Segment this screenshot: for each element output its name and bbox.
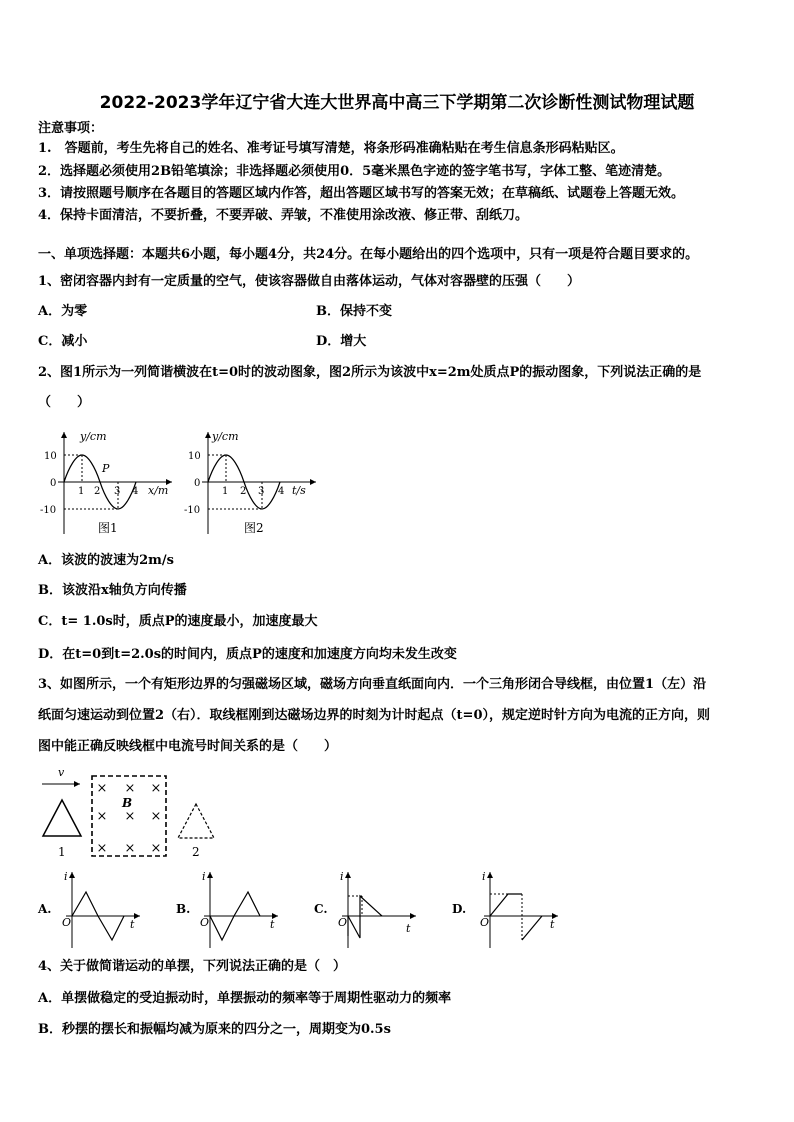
page-title: 2022-2023学年辽宁省大连大世界高中高三下学期第二次诊断性测试物理试题 — [99, 93, 695, 113]
svg-text:×: × — [96, 841, 108, 856]
notice-item-1: 1. 答题前，考生先将自己的姓名、准考证号填写清楚，将条形码准确粘贴在考生信息条形码粘贴区。 — [38, 141, 624, 156]
svg-text:O: O — [200, 916, 210, 929]
notice-item-4: 4．保持卡面清洁，不要折叠，不要弄破、弄皱，不准使用涂改液、修正带、刮纸刀。 — [38, 208, 529, 223]
triangle-position-2 — [178, 804, 214, 838]
q2-option-a: A．该波的波速为2m/s — [38, 553, 174, 568]
fig2-xlabel: t/s — [292, 484, 306, 497]
svg-text:i: i — [64, 870, 68, 883]
fig2-xtick-3: 3 — [258, 486, 265, 497]
svg-text:i: i — [202, 870, 206, 883]
velocity-label: v — [58, 766, 65, 779]
fig2-xtick-4: 4 — [278, 486, 285, 497]
q1-option-b: B．保持不变 — [316, 304, 392, 319]
fig1-ytick-neg10: -10 — [40, 505, 57, 516]
svg-text:t: t — [270, 918, 275, 931]
q1-option-c: C．减小 — [38, 334, 88, 349]
svg-text:O: O — [480, 916, 490, 929]
fig1-xtick-2: 2 — [94, 486, 101, 497]
q3-option-d — [450, 868, 610, 950]
position-1-label: 1 — [58, 845, 66, 859]
q2-figure-2-vibration-graph — [182, 424, 322, 540]
svg-text:i: i — [340, 870, 344, 883]
svg-text:O: O — [338, 916, 348, 929]
svg-text:×: × — [124, 809, 136, 824]
fig2-ytick-neg10: -10 — [184, 505, 201, 516]
svg-text:t: t — [130, 918, 135, 931]
current-curve — [490, 894, 522, 916]
q3-option-a — [36, 868, 196, 950]
q2-figure-1-wave-graph — [38, 424, 178, 540]
q2-stem-line1: 2、图1所示为一列简谐横波在t=0时的波动图象，图2所示为该波中x=2m处质点P的振动图象，下列说法正确的是 — [38, 365, 702, 380]
q3-stem-line2: 纸面匀速运动到位置2（右）．取线框刚到达磁场边界的时刻为计时起点（t=0），规定逆时针方向为电流的正方向，则 — [38, 708, 710, 723]
q3-stem-line1: 3、如图所示，一个有矩形边界的匀强磁场区域，磁场方向垂直纸面向内．一个三角形闭合导线框，由位置1（左）沿 — [38, 677, 707, 692]
svg-text:t: t — [550, 918, 555, 931]
fig1-ytick-10: 10 — [44, 451, 57, 462]
fig2-ylabel: y/cm — [212, 430, 239, 443]
position-2-label: 2 — [192, 845, 200, 859]
fig1-xtick-1: 1 — [78, 486, 85, 497]
q4-option-b: B．秒摆的摆长和振幅均减为原来的四分之一，周期变为0.5s — [38, 1022, 391, 1037]
option-a-label: A. — [38, 902, 52, 916]
fig1-point-label: P — [102, 462, 110, 475]
svg-text:×: × — [96, 809, 108, 824]
q4-stem: 4、关于做简谐运动的单摆，下列说法正确的是（ ） — [38, 959, 347, 974]
notice-heading: 注意事项： — [38, 121, 104, 136]
fig1-xlabel: x/m — [148, 484, 169, 497]
triangle-position-1 — [43, 800, 81, 836]
svg-text:×: × — [150, 781, 162, 796]
fig1-ytick-0: 0 — [50, 478, 57, 489]
q2-option-b: B．该波沿x轴负方向传播 — [38, 583, 187, 598]
fig1-xtick-3: 3 — [114, 486, 121, 497]
svg-text:×: × — [124, 781, 136, 796]
q2-stem-line2: （ ） — [38, 395, 91, 410]
fig2-xtick-1: 1 — [222, 486, 229, 497]
fig2-ytick-10: 10 — [188, 451, 201, 462]
svg-text:C.: C. — [314, 902, 328, 916]
q2-option-d: D．在t=0到t=2.0s的时间内，质点P的速度和加速度方向均未发生改变 — [38, 647, 457, 662]
svg-text:×: × — [96, 781, 108, 796]
q2-option-c: C．t= 1.0s时，质点P的速度最小，加速度最大 — [38, 614, 318, 629]
notice-item-2: 2．选择题必须使用2B铅笔填涂；非选择题必须使用0．5毫米黑色字迹的签字笔书写，字体工整、笔迹清楚。 — [38, 164, 671, 179]
q1-stem: 1、密闭容器内封有一定质量的空气，使该容器做自由落体运动，气体对容器壁的压强（ ） — [38, 274, 581, 289]
q1-option-d: D．增大 — [316, 334, 367, 349]
svg-text:×: × — [150, 809, 162, 824]
q4-option-a: A．单摆做稳定的受迫振动时，单摆振动的频率等于周期性驱动力的频率 — [38, 991, 452, 1006]
q3-option-b — [174, 868, 334, 950]
field-label: B — [122, 796, 133, 810]
svg-text:O: O — [62, 916, 72, 929]
current-curve — [348, 896, 382, 938]
fig1-ylabel: y/cm — [80, 430, 107, 443]
svg-text:D.: D. — [452, 902, 467, 916]
svg-text:t: t — [406, 922, 411, 935]
q1-option-a: A．为零 — [38, 304, 88, 319]
svg-text:i: i — [482, 870, 486, 883]
svg-text:B.: B. — [176, 902, 191, 916]
section-heading: 一、单项选择题：本题共6小题，每小题4分，共24分。在每小题给出的四个选项中，只有一项是符合题目要求的。 — [38, 247, 699, 262]
fig2-caption: 图2 — [244, 521, 264, 535]
notice-item-3: 3．请按照题号顺序在各题目的答题区域内作答，超出答题区域书写的答案无效；在草稿纸、试题卷上答题无效。 — [38, 186, 685, 201]
q3-stem-line3: 图中能正确反映线框中电流号时间关系的是（ ） — [38, 739, 338, 754]
svg-text:×: × — [124, 841, 136, 856]
q3-option-c — [312, 868, 472, 950]
field-crosses — [97, 781, 162, 856]
fig2-xtick-2: 2 — [240, 486, 247, 497]
fig1-xtick-4: 4 — [132, 486, 139, 497]
fig2-ytick-0: 0 — [194, 478, 201, 489]
q3-magnetic-field-figure — [36, 764, 226, 864]
fig1-caption: 图1 — [98, 521, 118, 535]
svg-text:×: × — [150, 841, 162, 856]
